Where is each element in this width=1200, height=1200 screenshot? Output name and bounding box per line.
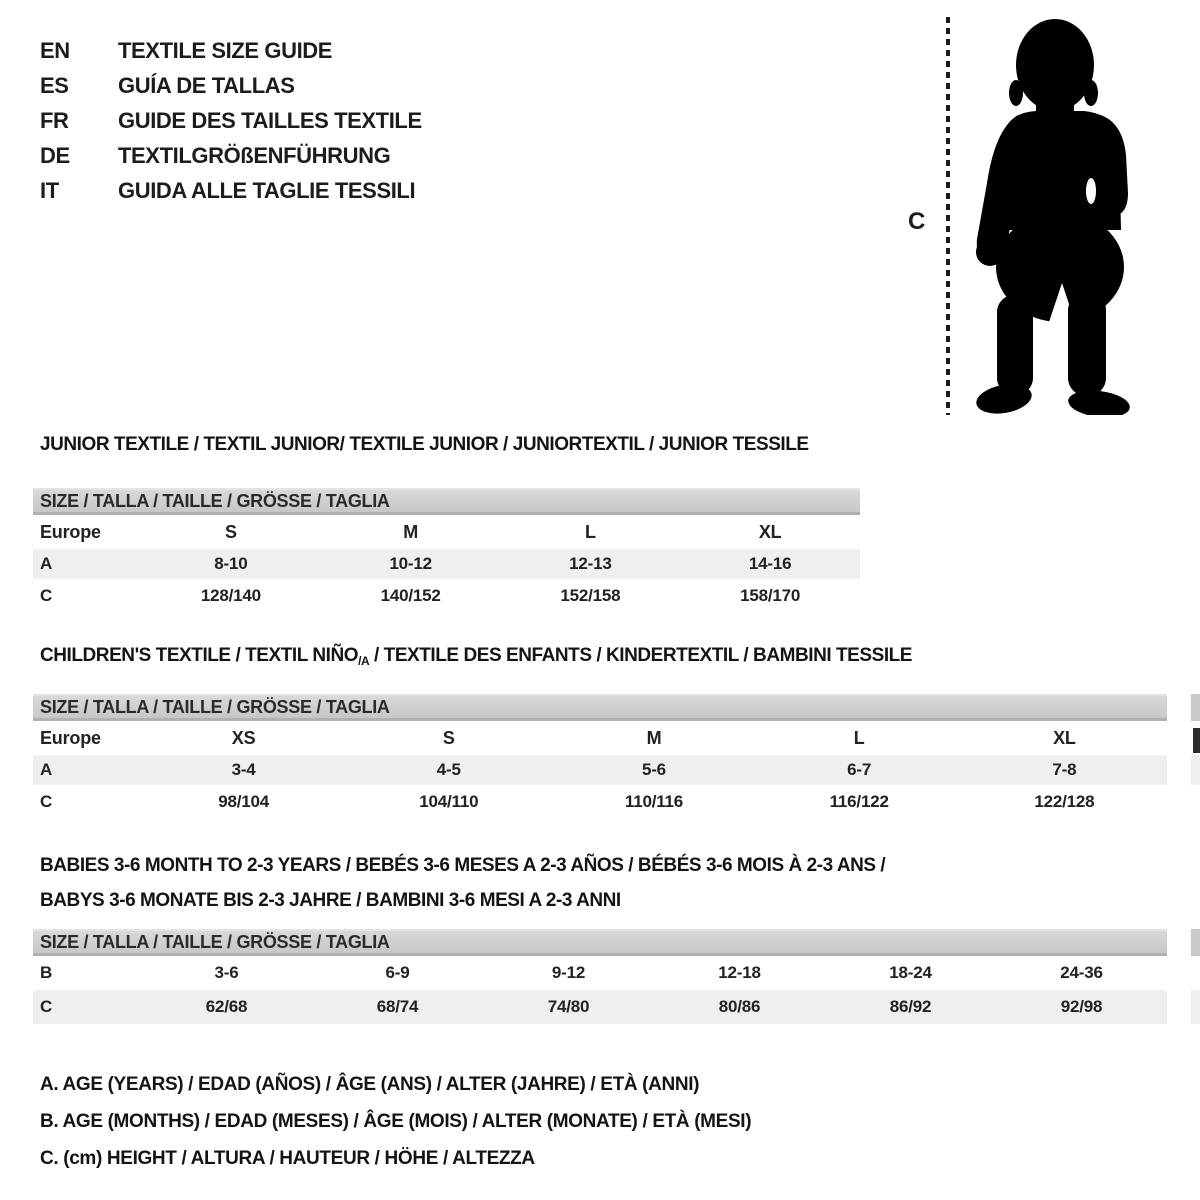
children-title-text: CHILDREN'S TEXTILE / TEXTIL NIÑO [40,645,359,666]
row-label-cell: C [33,990,141,1024]
table-row [33,549,860,579]
size-cell: XL [1053,727,1076,748]
language-code: DE [40,143,70,168]
size-table-header-bar: SIZE / TALLA / TAILLE / GRÖSSE / TAGLIA [33,488,860,515]
row-label-cell: A [33,755,141,785]
value-cell: 12-18 [718,963,761,982]
value-cell: 4-5 [346,755,551,785]
size-cell: S [224,521,237,542]
list-item [40,138,422,173]
junior-size-table [33,488,860,613]
legend-line-a: A. AGE (YEARS) / EDAD (AÑOS) / ÂGE (ANS) / ALTER (JAHRE) / ETÀ (ANNI) [40,1074,700,1095]
size-cell: XS [231,727,256,748]
size-cell: L [853,727,865,748]
value-cell: 122/128 [1034,792,1095,811]
table-row [33,956,1167,990]
language-title: GUIDA ALLE TAGLIE TESSILI [118,178,416,203]
value-cell: 8-10 [141,549,321,579]
value-cell: 152/158 [560,586,621,605]
value-cell: 7-8 [962,755,1167,785]
table-row [33,755,1167,785]
list-item [40,33,422,68]
language-code: FR [40,108,69,133]
value-cell: 158/170 [740,586,801,605]
value-cell: 98/104 [218,792,269,811]
junior-section-title: JUNIOR TEXTILE / TEXTIL JUNIOR/ TEXTILE JUNIOR / JUNIORTEXTIL / JUNIOR TESSILE [40,434,809,455]
measure-c-label: C [908,208,926,235]
toddler-silhouette-image [963,15,1145,415]
row-label-cell: Europe [40,521,101,542]
row-label-cell: B [40,963,53,982]
value-cell: 5-6 [551,755,756,785]
children-title-text: / TEXTILE DES ENFANTS / KINDERTEXTIL / BAMBINI TESSILE [369,645,913,666]
size-table-header-bar: SIZE / TALLA / TAILLE / GRÖSSE / TAGLIA [33,929,1167,956]
row-label-cell: C [40,792,53,811]
value-cell: 74/80 [483,990,654,1024]
value-cell: 80/86 [654,990,825,1024]
size-cell: S [442,727,455,748]
measure-legend [40,1066,751,1177]
language-code: EN [40,38,70,63]
value-cell: 92/98 [996,990,1167,1024]
babies-size-table [33,929,1167,1024]
size-cell: M [646,727,662,748]
table-row [33,785,1167,819]
list-item [40,173,422,208]
value-cell: 14-16 [680,549,860,579]
value-cell: 110/116 [624,792,684,811]
legend-line-b: B. AGE (MONTHS) / EDAD (MESES) / ÂGE (MOIS) / ALTER (MONATE) / ETÀ (MESI) [40,1111,752,1132]
language-title: GUÍA DE TALLAS [118,73,295,98]
table-row [33,990,1167,1024]
table-row [33,515,860,549]
cropped-table-fragment [1191,990,1200,1024]
language-title: GUIDE DES TAILLES TEXTILE [118,108,422,133]
value-cell: 86/92 [825,990,996,1024]
value-cell: 3-4 [141,755,346,785]
babies-title-line2: BABYS 3-6 MONATE BIS 2-3 JAHRE / BAMBINI 3-6 MESI A 2-3 ANNI [40,890,621,911]
size-cell: XL [758,521,782,542]
value-cell: 62/68 [141,990,312,1024]
table-row [33,721,1167,755]
babies-title-line1: BABIES 3-6 MONTH TO 2-3 YEARS / BEBÉS 3-6 MESES A 2-3 AÑOS / BÉBÉS 3-6 MOIS À 2-3 ANS / [40,855,886,876]
row-label-cell: A [33,549,141,579]
value-cell: 18-24 [889,963,932,982]
row-label-cell: Europe [40,727,101,748]
list-item [40,68,422,103]
babies-section-title [40,848,885,918]
language-title: TEXTILGRÖßENFÜHRUNG [118,143,391,168]
value-cell: 3-6 [214,963,239,982]
children-section-title [40,645,912,668]
table-row [33,579,860,613]
value-cell: 9-12 [551,963,586,982]
legend-line-c: C. (cm) HEIGHT / ALTURA / HAUTEUR / HÖHE / ALTEZZA [40,1148,535,1169]
value-cell: 6-7 [757,755,962,785]
language-code: IT [40,178,59,203]
size-cell: L [584,521,596,542]
cropped-table-fragment [1191,929,1200,956]
value-cell: 68/74 [312,990,483,1024]
value-cell: 24-36 [1060,963,1103,982]
value-cell: 12-13 [501,549,681,579]
list-item [40,103,422,138]
cropped-table-fragment [1191,755,1200,785]
children-title-subscript: /A [358,654,370,668]
value-cell: 6-9 [385,963,410,982]
height-measure-dashed-line [946,17,950,415]
value-cell: 10-12 [321,549,501,579]
children-size-table [33,694,1167,819]
value-cell: 104/110 [419,792,479,811]
size-table-header-bar: SIZE / TALLA / TAILLE / GRÖSSE / TAGLIA [33,694,1167,721]
size-cell: M [403,521,419,542]
language-code: ES [40,73,69,98]
language-title: TEXTILE SIZE GUIDE [118,38,333,63]
value-cell: 128/140 [200,586,261,605]
row-label-cell: C [40,586,53,605]
cropped-table-fragment [1191,694,1200,721]
value-cell: 140/152 [380,586,441,605]
cropped-text-fragment [1193,728,1200,753]
language-guide-list [40,33,422,208]
value-cell: 116/122 [829,792,889,811]
